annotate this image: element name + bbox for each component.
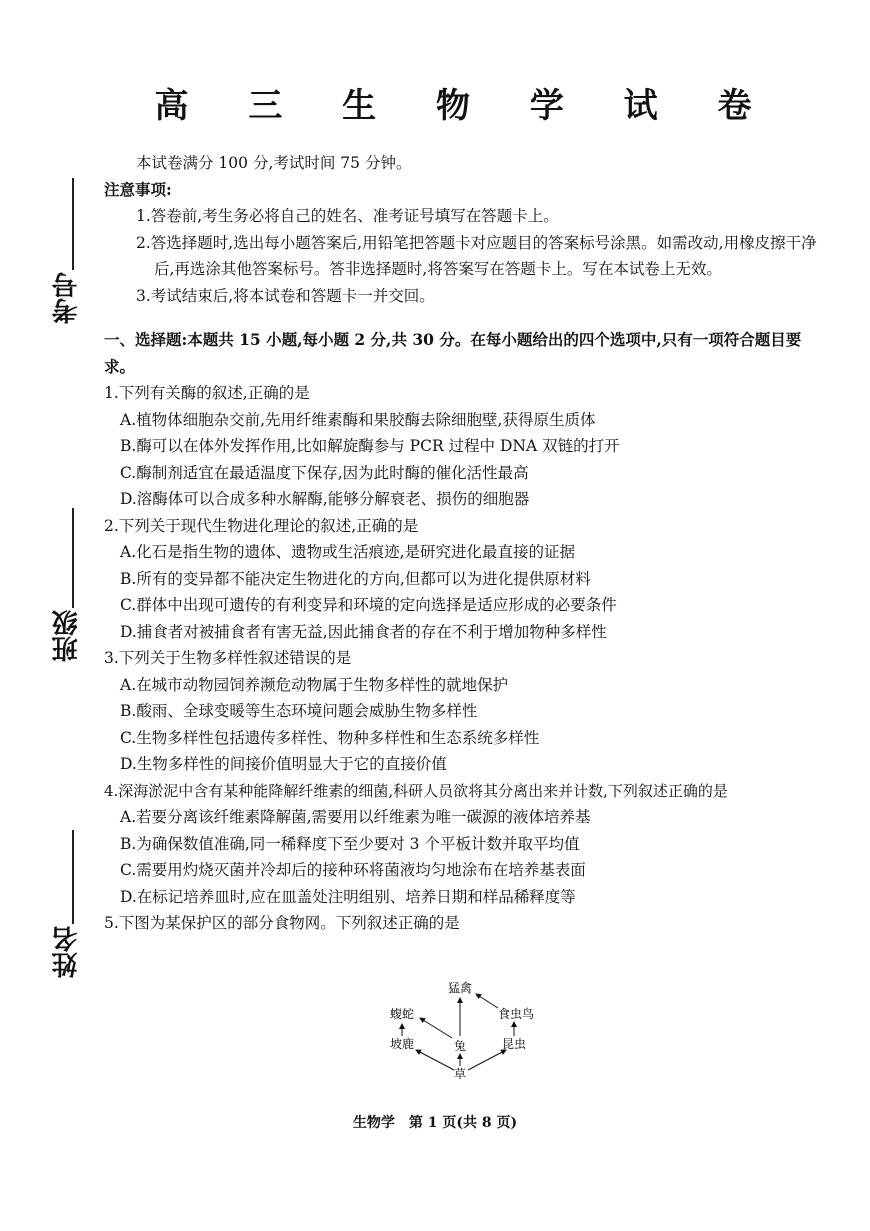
option: B.所有的变异都不能决定生物进化的方向,但都可以为进化提供原材料 [120,569,591,588]
option: D.溶酶体可以合成多种水解酶,能够分解衰老、损伤的细胞器 [120,490,530,508]
page-footer: 生物学 第 1 页(共 8 页) [352,1115,518,1131]
option: A.化石是指生物的遗体、遗物或生活痕迹,是研究进化最直接的证据 [120,543,576,561]
page-title: 高 三 生 物 学 试 卷 [154,86,776,126]
arrow-bird-raptor [476,994,498,1008]
exam-body [104,150,830,937]
notice-item: 2.答选择题时,选出每小题答案后,用铅笔把答题卡对应题目的答案标号涂黑。如需改动,用橡皮擦干净后,再选涂其他答案标号。答非选择题时,将答案写在答题卡上。写在本试卷上无效。 [136,233,817,278]
question-stem: 4.深海淤泥中含有某种能降解纤维素的细菌,科研人员欲将其分离出来并计数,下列叙述正确的是 [104,781,728,800]
option: D.捕食者对被捕食者有害无益,因此捕食者的存在不利于增加物种多样性 [120,622,607,641]
intro-text: 本试卷满分 100 分,考试时间 75 分钟。 [136,154,412,172]
node-grass: 草 [453,1067,467,1080]
option: B.为确保数值准确,同一稀释度下至少要对 3 个平板计数并取平均值 [120,834,580,853]
food-web-diagram [380,980,550,1080]
option: A.植物体细胞杂交前,先用纤维素酶和果胶酶去除细胞壁,获得原生质体 [120,410,596,429]
option: A.若要分离该纤维素降解菌,需要用以纤维素为唯一碳源的液体培养基 [120,808,591,826]
spacer [104,309,830,327]
question-2 [104,513,830,646]
arrow-rabbit-viper [420,1018,452,1038]
question-3 [104,645,830,778]
question-stem: 1.下列有关酶的叙述,正确的是 [104,384,310,402]
notice-heading: 注意事项: [104,179,172,199]
side-label-class: 班级 [52,610,82,662]
side-line-exam-no [72,178,74,270]
node-raptor: 猛禽 [447,981,473,995]
node-bird: 食虫鸟 [497,1007,535,1021]
side-label-name: 姓名 [52,926,82,978]
question-1 [104,380,830,513]
option: D.在标记培养皿时,应在皿盖处注明组别、培养日期和样品稀释度等 [120,887,576,906]
side-line-name [72,830,74,924]
arrow-grass-insect [468,1050,506,1070]
question-4 [104,778,830,911]
node-viper: 蝮蛇 [389,1007,415,1021]
notice-item: 1.答卷前,考生务必将自己的姓名、准考证号填写在答题卡上。 [136,207,559,225]
side-line-class [72,508,74,608]
node-deer: 坡鹿 [389,1037,415,1051]
option: C.生物多样性包括遗传多样性、物种多样性和生态系统多样性 [120,728,540,747]
option: C.酶制剂适宜在最适温度下保存,因为此时酶的催化活性最高 [120,463,529,482]
option: D.生物多样性的间接价值明显大于它的直接价值 [120,755,447,773]
side-label-exam-no: 考号 [52,272,82,324]
section-heading: 一、选择题:本题共 15 小题,每小题 2 分,共 30 分。在每小题给出的四个选项中,只有一项符合题目要求。 [104,330,802,376]
question-stem: 5.下图为某保护区的部分食物网。下列叙述正确的是 [104,914,460,932]
option: C.群体中出现可遗传的有利变异和环境的定向选择是适应形成的必要条件 [120,596,617,614]
question-5 [104,910,830,937]
option: B.酶可以在体外发挥作用,比如解旋酶参与 PCR 过程中 DNA 双链的打开 [120,437,620,455]
notice-item: 3.考试结束后,将本试卷和答题卡一并交回。 [136,286,435,305]
question-stem: 2.下列关于现代生物进化理论的叙述,正确的是 [104,516,419,535]
node-insect: 昆虫 [501,1037,527,1051]
node-rabbit: 兔 [453,1039,467,1053]
question-stem: 3.下列关于生物多样性叙述错误的是 [104,649,352,667]
arrow-grass-deer [416,1050,454,1070]
option: A.在城市动物园饲养濒危动物属于生物多样性的就地保护 [120,675,509,694]
option: B.酸雨、全球变暖等生态环境问题会威胁生物多样性 [120,702,478,720]
option: C.需要用灼烧灭菌并冷却后的接种环将菌液均匀地涂布在培养基表面 [120,861,586,879]
